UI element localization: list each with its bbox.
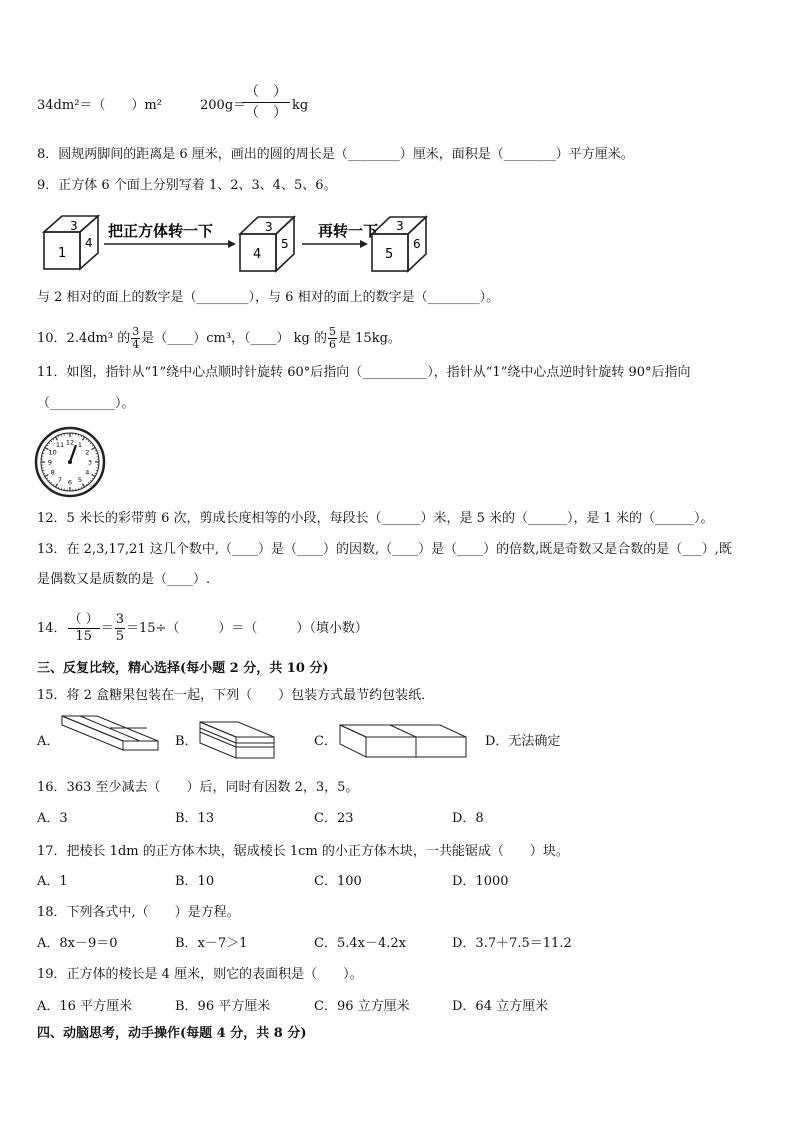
question-13-line-1: 13．在 2,3,17,21 这几个数中,（____）是（____）的因数,（____）是（____）的倍数,既是奇数又是合数的是（___）,既: [37, 542, 732, 557]
q10-part-a: 10．2.4dm³ 的: [37, 331, 131, 346]
clock-tick: [58, 436, 59, 438]
q10-f1-num: 3: [132, 325, 140, 338]
clock-number: 5: [77, 475, 83, 484]
clock-tick: [95, 473, 97, 474]
q14-rest: ＝15÷（ ）＝（ ）（填小数）: [125, 621, 368, 636]
q15-option-a: A．: [37, 734, 60, 749]
clock-tick: [92, 475, 95, 477]
cube2-front: 4: [253, 247, 262, 262]
clock-tick: [48, 480, 49, 481]
q17-option-a: A．1: [37, 874, 68, 889]
q17-option-c: C．100: [314, 874, 362, 889]
q14-f1-den: 15: [75, 629, 92, 644]
clock-number: 3: [87, 458, 93, 467]
clock-figure: [34, 425, 106, 499]
clock-number: 2: [85, 448, 90, 457]
clock-tick: [56, 484, 58, 487]
q16-option-c: C．23: [314, 811, 354, 826]
clock-tick: [88, 440, 89, 441]
clock-tick: [47, 478, 49, 479]
clock-tick: [92, 445, 94, 446]
clock-tick: [51, 482, 52, 483]
clock-tick: [86, 439, 87, 441]
question-18: 18．下列各式中,（ ）是方程。: [37, 905, 240, 920]
question-16: 16．363 至少减去（ ）后，同时有因数 2，3，5。: [37, 780, 359, 795]
clock-number: 12: [65, 438, 75, 447]
q14-eq: ＝: [100, 621, 114, 636]
clock-number: 11: [55, 441, 65, 450]
clock-tick: [92, 478, 94, 479]
question-8: 8．圆规两脚间的距离是 6 厘米，画出的圆的周长是（________）厘米，面积是（________）平方厘米。: [37, 147, 634, 162]
q10-f2-den: 6: [329, 338, 337, 351]
cube3-side: 6: [413, 237, 421, 251]
q18-option-c: C．5.4x－4.2x: [314, 936, 406, 951]
q14-f2-den: 5: [115, 629, 124, 644]
clock-tick: [44, 450, 46, 451]
clock-tick: [45, 475, 48, 477]
clock-center: [68, 460, 72, 464]
question-9: 9．正方体 6 个面上分别写着 1、2、3、4、5、6。: [37, 178, 337, 193]
clock-tick: [86, 484, 87, 486]
question-13-line-2: 是偶数又是质数的是（____）.: [37, 572, 211, 587]
clock-tick: [88, 482, 89, 483]
clock-tick: [83, 437, 85, 440]
cube2-side: 5: [281, 237, 289, 251]
q16-option-a: A．3: [37, 811, 68, 826]
clock-pointer: [70, 445, 76, 462]
question-10: [37, 326, 401, 351]
clock-tick: [53, 439, 54, 441]
q19-option-a: A．16 平方厘米: [37, 999, 133, 1014]
clock-tick: [53, 484, 54, 486]
arrow-2-label: 再转一下: [318, 222, 379, 240]
cube1-top: 3: [70, 219, 78, 233]
arrow-2-head: [360, 240, 368, 248]
question-9-answer: 与 2 相对的面上的数字是（________），与 6 相对的面上的数字是（________）。: [37, 290, 500, 305]
clock-tick: [81, 487, 82, 489]
q19-option-d: D．64 立方厘米: [452, 999, 549, 1014]
question-11-line-1: 11．如图，指针从“1”绕中心点顺时针旋转 60°后指向（__________），指针从“1”绕中心点逆时针旋转 90°后指向: [37, 365, 691, 380]
arrow-1-label: 把正方体转一下: [108, 222, 214, 240]
q10-part-b: 是（____）cm³，（____） kg 的: [141, 331, 328, 346]
clock-tick: [48, 443, 49, 444]
q7-frac-num: （ ）: [242, 82, 290, 103]
q17-option-b: B．10: [175, 874, 215, 889]
clock-tick: [92, 448, 95, 450]
q7-unit: kg: [292, 98, 309, 113]
question-12: 12．5 米长的彩带剪 6 次，剪成长度相等的小段，每段长（______）米，是 5 米的（______），是 1 米的（______）。: [37, 511, 714, 526]
cube1-front: 1: [58, 246, 67, 261]
clock-tick: [47, 445, 49, 446]
q10-part-c: 是 15kg。: [338, 331, 401, 346]
section-4-heading: 四、动脑思考，动手操作(每题 4 分，共 8 分): [37, 1026, 307, 1041]
q15-option-c: C．: [314, 734, 337, 749]
cube3-front: 5: [385, 247, 394, 262]
q14-fraction-2: [115, 612, 125, 645]
packaging-figures: [0, 700, 794, 770]
q18-option-d: D．3.7＋7.5＝11.2: [452, 936, 572, 951]
q7-frac-den: （ ）: [245, 105, 287, 121]
q18-option-b: B．x－7＞1: [175, 936, 248, 951]
arrow-1-head: [228, 240, 236, 248]
q10-fraction-1: [131, 326, 140, 351]
q14-f2-num: 3: [115, 612, 124, 627]
clock-tick: [90, 480, 91, 481]
clock-number: 1: [77, 441, 83, 450]
q17-option-d: D．1000: [452, 874, 509, 889]
question-19: 19．正方体的棱长是 4 厘米，则它的表面积是（ ）。: [37, 967, 363, 982]
question-17: 17．把棱长 1dm 的正方体木块，锯成棱长 1cm 的小正方体木块，一共能锯成（ ）块。: [37, 844, 569, 859]
q15-option-b: B．: [175, 734, 198, 749]
q10-f2-num: 5: [329, 325, 337, 338]
q7-part2-prefix: 200g＝: [200, 98, 247, 113]
cube2-top: 3: [265, 220, 273, 234]
package-option-a: [62, 716, 158, 750]
clock-tick: [58, 487, 59, 489]
q16-option-d: D．8: [452, 811, 484, 826]
clock-number: 4: [85, 468, 90, 477]
question-15: 15．将 2 盒糖果包装在一起，下列（ ）包装方式最节约包装纸．: [37, 688, 435, 703]
clock-number: 8: [50, 468, 55, 477]
question-14: [37, 612, 368, 645]
package-option-b: [200, 722, 274, 758]
q10-fraction-2: [328, 326, 337, 351]
q14-label: 14．: [37, 621, 67, 636]
clock-number: 6: [67, 478, 73, 487]
clock-number: 10: [48, 448, 57, 457]
question-11-line-2: （__________）。: [37, 396, 135, 411]
cube-rotation-figure: [0, 0, 794, 300]
q18-option-a: A．8x－9＝0: [37, 936, 118, 951]
clock-tick: [83, 484, 85, 487]
section-3-heading: 三、反复比较，精心选择(每小题 2 分，共 10 分): [37, 661, 329, 676]
package-option-c: [340, 725, 466, 757]
cube1-side: 4: [85, 236, 93, 250]
clock-number: 7: [57, 475, 63, 484]
clock-number: 9: [47, 458, 53, 467]
q7-part1: 34dm²＝（ ）m²: [37, 98, 162, 113]
clock-tick: [81, 436, 82, 438]
clock-tick: [44, 473, 46, 474]
q16-option-b: B．13: [175, 811, 215, 826]
clock-tick: [56, 437, 58, 440]
q19-option-c: C．96 立方厘米: [314, 999, 410, 1014]
q14-f1-num: （ ）: [68, 612, 99, 627]
q14-fraction-1: [68, 612, 100, 645]
q15-option-d: D．无法确定: [485, 734, 561, 749]
q10-f1-den: 4: [132, 338, 140, 351]
clock-tick: [95, 450, 97, 451]
cube3-top: 3: [396, 219, 404, 233]
clock-tick: [51, 440, 52, 441]
clock-tick: [90, 443, 91, 444]
q19-option-b: B．96 平方厘米: [175, 999, 271, 1014]
